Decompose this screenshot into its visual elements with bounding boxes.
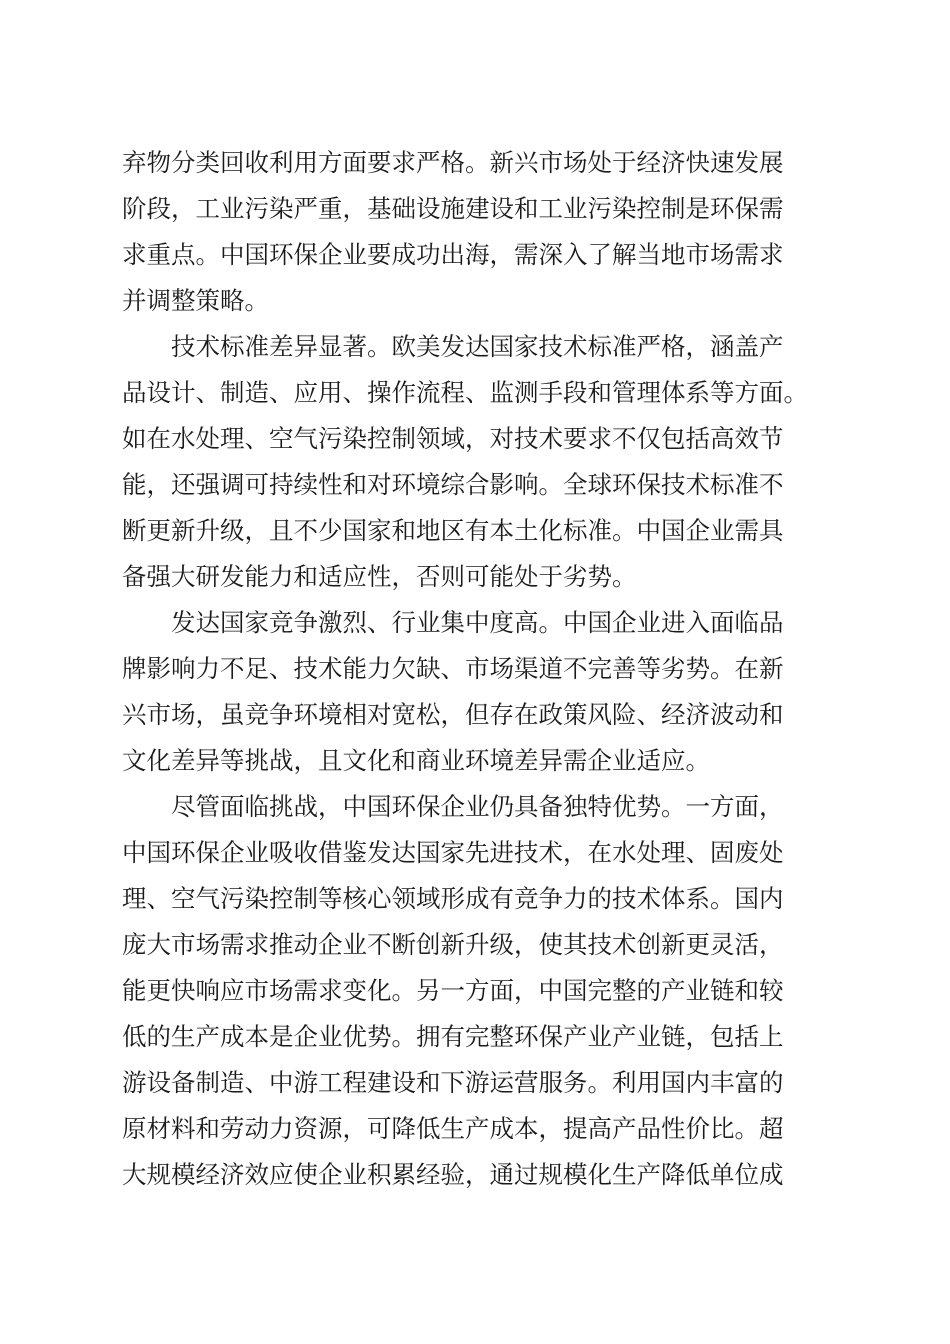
- text-line: 备强大研发能力和适应性，否则可能处于劣势。: [122, 562, 637, 591]
- text-line: 并调整策略。: [122, 286, 269, 315]
- text-line: 理、空气污染控制等核心领域形成有竞争力的技术体系。国内: [122, 884, 784, 913]
- text-line: 品设计、制造、应用、操作流程、监测手段和管理体系等方面。: [122, 378, 808, 407]
- paragraph-first-line: 尽管面临挑战，中国环保企业仍具备独特优势。一方面，: [171, 792, 784, 821]
- text-line: 求重点。中国环保企业要成功出海，需深入了解当地市场需求: [122, 240, 784, 269]
- text-line: 兴市场，虽竞争环境相对宽松，但存在政策风险、经济波动和: [122, 700, 784, 729]
- paragraph-first-line: 发达国家竞争激烈、行业集中度高。中国企业进入面临品: [171, 608, 784, 637]
- text-line: 牌影响力不足、技术能力欠缺、市场渠道不完善等劣势。在新: [122, 654, 784, 683]
- text-line: 低的生产成本是企业优势。拥有完整环保产业产业链，包括上: [122, 1022, 784, 1051]
- text-line: 断更新升级，且不少国家和地区有本土化标准。中国企业需具: [122, 516, 784, 545]
- text-line: 如在水处理、空气污染控制领域，对技术要求不仅包括高效节: [122, 424, 784, 453]
- text-line: 中国环保企业吸收借鉴发达国家先进技术，在水处理、固废处: [122, 838, 784, 867]
- text-line: 能更快响应市场需求变化。另一方面，中国完整的产业链和较: [122, 976, 784, 1005]
- body-text: [122, 140, 832, 1198]
- text-line: 游设备制造、中游工程建设和下游运营服务。利用国内丰富的: [122, 1068, 784, 1097]
- paragraph-first-line: 技术标准差异显著。欧美发达国家技术标准严格，涵盖产: [171, 332, 784, 361]
- text-line: 阶段，工业污染严重，基础设施建设和工业污染控制是环保需: [122, 194, 784, 223]
- text-line: 弃物分类回收利用方面要求严格。新兴市场处于经济快速发展: [122, 148, 784, 177]
- text-line: 原材料和劳动力资源，可降低生产成本，提高产品性价比。超: [122, 1114, 784, 1143]
- text-line: 大规模经济效应使企业积累经验，通过规模化生产降低单位成: [122, 1160, 784, 1189]
- text-line: 庞大市场需求推动企业不断创新升级，使其技术创新更灵活，: [122, 930, 784, 959]
- text-line: 能，还强调可持续性和对环境综合影响。全球环保技术标准不: [122, 470, 784, 499]
- text-line: 文化差异等挑战，且文化和商业环境差异需企业适应。: [122, 746, 710, 775]
